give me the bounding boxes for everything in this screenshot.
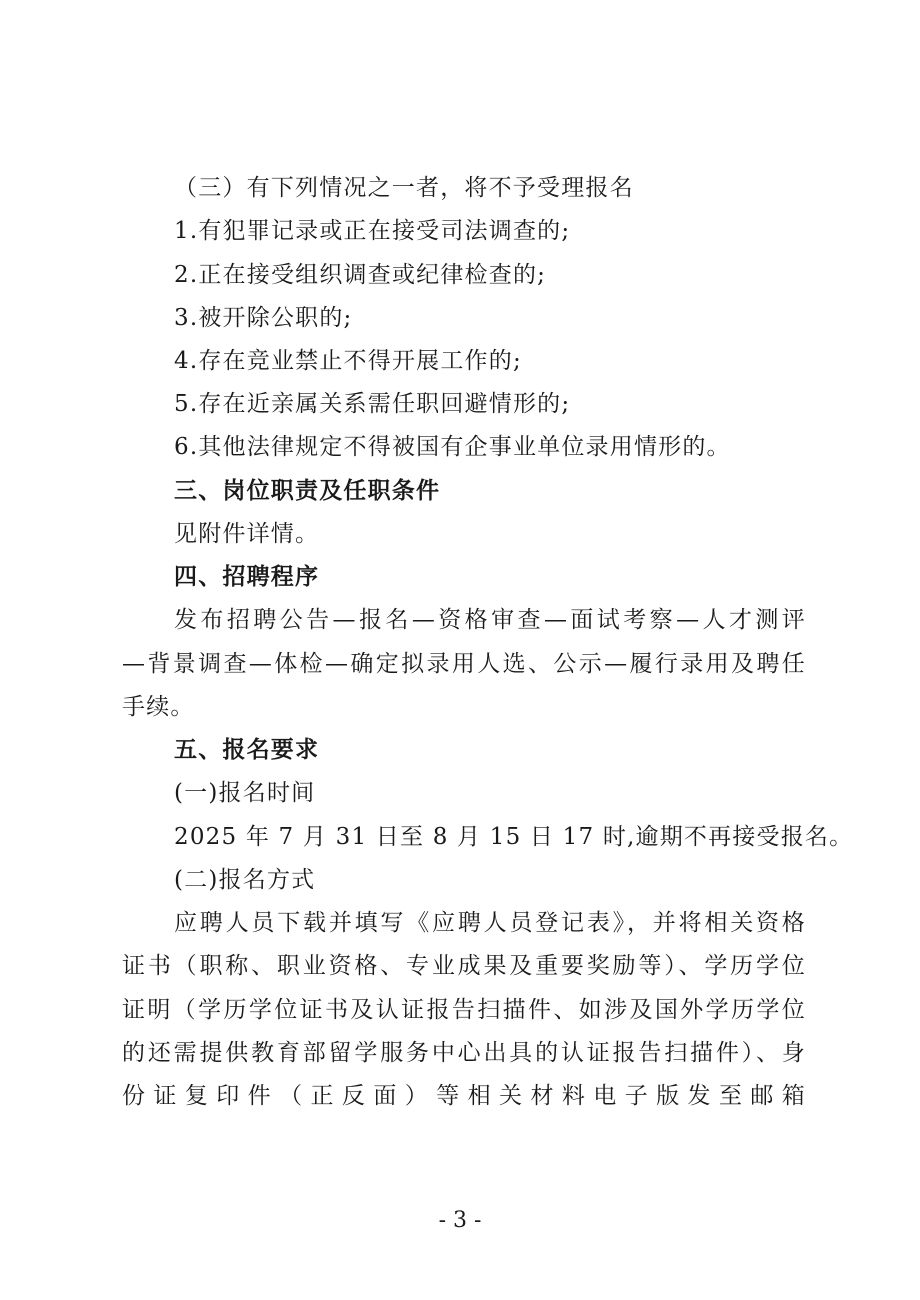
application-time-text: 2025 年 7 月 31 日至 8 月 15 日 17 时,逾期不再接受报名。 xyxy=(174,824,854,850)
exclusion-item-4: 4.存在竞业禁止不得开展工作的; xyxy=(174,348,522,374)
procedure-line-3: 手续。 xyxy=(122,694,195,720)
procedure-line-2: —背景调查—体检—确定拟录用人选、公示—履行录用及聘任 xyxy=(122,651,806,677)
subheading-application-time: (一)报名时间 xyxy=(174,780,316,806)
section-heading-duties: 三、岗位职责及任职条件 xyxy=(174,478,441,504)
exclusion-item-5: 5.存在近亲属关系需任职回避情形的; xyxy=(174,391,571,417)
method-line-2: 证书（职称、职业资格、专业成果及重要奖励等）、学历学位 xyxy=(122,953,806,979)
section-heading-application: 五、报名要求 xyxy=(174,737,320,763)
method-line-5: 份证复印件（正反面）等相关材料电子版发至邮箱 xyxy=(122,1083,806,1109)
exclusion-item-6: 6.其他法律规定不得被国有企事业单位录用情形的。 xyxy=(174,434,731,460)
subheading-application-method: (二)报名方式 xyxy=(174,867,316,893)
method-line-3: 证明（学历学位证书及认证报告扫描件、如涉及国外学历学位 xyxy=(122,997,806,1023)
exclusion-item-2: 2.正在接受组织调查或纪律检查的; xyxy=(174,262,547,288)
exclusion-heading: （三）有下列情况之一者，将不予受理报名 xyxy=(174,175,634,201)
section-heading-procedure: 四、招聘程序 xyxy=(174,564,320,590)
method-line-4: 的还需提供教育部留学服务中心出具的认证报告扫描件）、身 xyxy=(122,1040,806,1066)
page-number: - 3 - xyxy=(438,1208,482,1233)
exclusion-item-1: 1.有犯罪记录或正在接受司法调查的; xyxy=(174,218,571,244)
duties-text: 见附件详情。 xyxy=(174,521,320,547)
method-line-1: 应聘人员下载并填写《应聘人员登记表》，并将相关资格 xyxy=(174,910,806,936)
exclusion-item-3: 3.被开除公职的; xyxy=(174,305,353,331)
procedure-line-1: 发布招聘公告—报名—资格审查—面试考察—人才测评 xyxy=(174,607,806,633)
